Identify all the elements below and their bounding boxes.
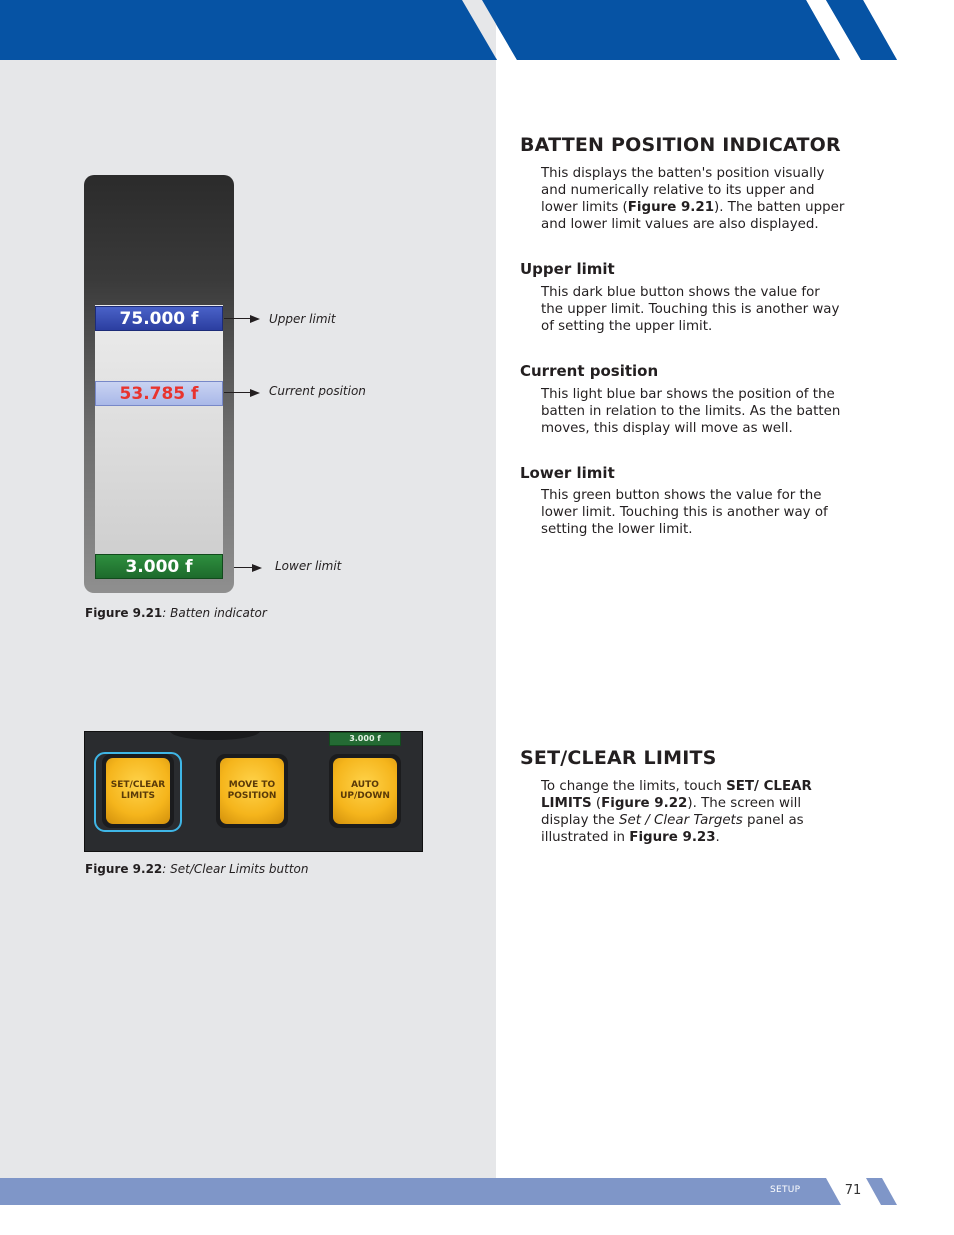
lower-limit-callout: Lower limit: [275, 559, 342, 573]
lower-callout-line: [234, 567, 254, 568]
footer-section-label: SETUP: [770, 1185, 801, 1195]
auto-up-down-button[interactable]: AUTO UP/DOWN: [333, 758, 397, 824]
left-column-panel: [0, 0, 496, 1180]
current-position-heading: Current position: [520, 362, 659, 380]
upper-limit-paragraph: This dark blue button shows the value for the upper limit. Touching this is another way of setting the upper limit.: [541, 285, 840, 334]
figure-922-caption: Figure 9.22: Set/Clear Limits button: [85, 862, 309, 876]
move-to-position-button[interactable]: MOVE TO POSITION: [220, 758, 284, 824]
set-clear-limits-paragraph: To change the limits, touch SET/ CLEAR LIMITS (Figure 9.22). The screen will display the Set / Clear Targets panel as illustrated in Figure 9.23.: [541, 779, 812, 845]
lower-limit-button[interactable]: 3.000 f: [95, 554, 223, 579]
batten-track: [95, 305, 223, 555]
batten-position-heading: BATTEN POSITION INDICATOR: [520, 134, 841, 156]
upper-limit-button[interactable]: 75.000 f: [95, 306, 223, 331]
batten-position-paragraph: This displays the batten's position visually and numerically relative to its upper and lower limits (Figure 9.21). The batten upper and lower limit values are also displayed.: [541, 166, 845, 232]
page-number: 71: [844, 1183, 862, 1198]
lower-limit-paragraph: This green button shows the value for the lower limit. Touching this is another way of setting the lower limit.: [541, 488, 828, 537]
batten-indicator-figure: [84, 175, 234, 593]
set-clear-limits-figure: [84, 731, 423, 852]
current-position-callout: Current position: [269, 384, 366, 398]
lower-limit-heading: Lower limit: [520, 464, 615, 482]
figure-921-caption: Figure 9.21: Batten indicator: [85, 606, 267, 620]
upper-callout-arrow-icon: [250, 315, 260, 323]
upper-callout-line: [224, 318, 252, 319]
set-clear-limits-button[interactable]: SET/CLEAR LIMITS: [106, 758, 170, 824]
current-position-paragraph: This light blue bar shows the position of the batten in relation to the limits. As the batten moves, this display will move as well.: [541, 387, 841, 436]
set-clear-limits-heading: SET/CLEAR LIMITS: [520, 747, 717, 769]
current-callout-arrow-icon: [250, 389, 260, 397]
console-dial-edge: [170, 731, 260, 740]
current-callout-line: [224, 392, 252, 393]
lower-limit-chip: 3.000 f: [329, 732, 401, 746]
header-band-overlay: [0, 0, 954, 60]
upper-limit-heading: Upper limit: [520, 260, 615, 278]
footer-band: [0, 1178, 954, 1205]
lower-callout-arrow-icon: [252, 564, 262, 572]
current-position-bar: 53.785 f: [95, 381, 223, 406]
upper-limit-callout: Upper limit: [269, 312, 336, 326]
set-clear-limits-highlight: [94, 752, 182, 832]
